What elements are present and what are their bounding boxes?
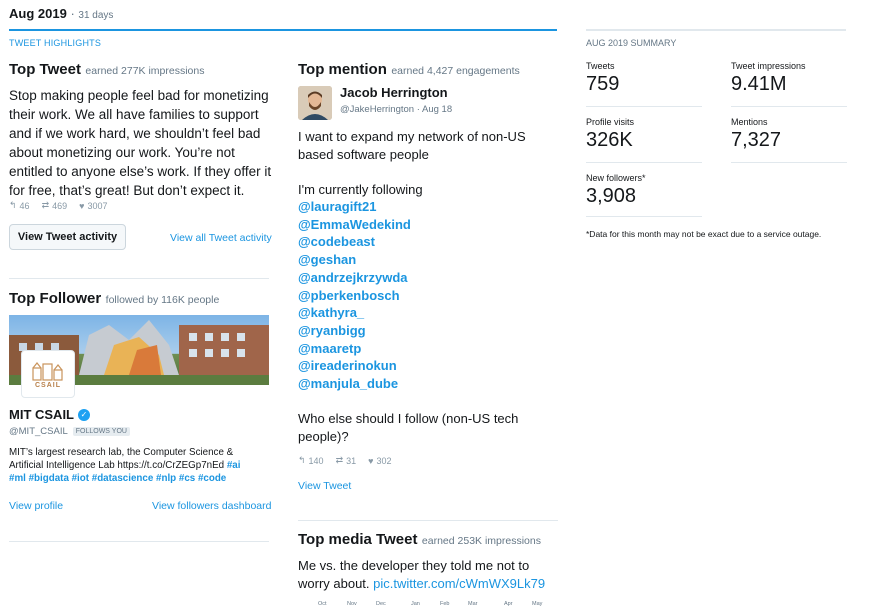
summary-label: AUG 2019 SUMMARY — [586, 38, 677, 48]
top-media-title: Top media Tweet — [298, 531, 418, 548]
top-tweet-heading — [9, 61, 204, 79]
stat-label: Tweet impressions — [731, 61, 806, 71]
stat-mentions — [731, 117, 781, 152]
axis-tick-label: Oct — [318, 601, 327, 607]
top-tweet-line: their work. We all have families to support — [9, 107, 259, 122]
top-follower-heading — [9, 290, 219, 308]
stat-value: 9.41M — [731, 73, 787, 95]
retweet-count[interactable] — [42, 200, 68, 211]
stat-value: 7,327 — [731, 129, 782, 151]
view-tweet-activity-button[interactable]: View Tweet activity — [9, 224, 126, 250]
summary-top-rule — [586, 29, 846, 31]
mention-handle-link[interactable]: @ireaderinokun — [298, 358, 397, 374]
follower-avatar[interactable] — [21, 350, 75, 398]
divider — [9, 278, 269, 279]
retweet-count-value: 469 — [52, 200, 68, 211]
stat-label: New followers* — [586, 173, 646, 183]
divider — [731, 162, 847, 163]
reply-count[interactable] — [298, 455, 324, 466]
top-media-subtitle: earned 253K impressions — [421, 535, 541, 547]
mention-line: people)? — [298, 429, 349, 444]
top-media-text — [298, 557, 568, 593]
follows-you-badge: FOLLOWS YOU — [73, 427, 130, 436]
stat-value: 759 — [586, 73, 620, 95]
mention-handle-link[interactable]: @EmmaWedekind — [298, 216, 411, 232]
mention-author-avatar[interactable] — [298, 86, 332, 120]
top-mention-heading — [298, 61, 520, 79]
follower-handle: @MIT_CSAIL — [9, 426, 68, 437]
reply-count[interactable] — [9, 200, 30, 211]
divider — [9, 541, 269, 542]
reply-icon: ↰ — [9, 200, 17, 210]
follower-name[interactable]: MIT CSAIL — [9, 407, 74, 422]
view-profile-link[interactable]: View profile — [9, 500, 64, 512]
period-header — [9, 6, 113, 21]
person-avatar-icon — [298, 86, 332, 120]
bio-hashtag[interactable]: #ai — [226, 460, 241, 471]
mention-author-handle: @JakeHerrington — [340, 104, 415, 115]
csail-logo-text: CSAIL — [35, 381, 61, 389]
mention-handle-link[interactable]: @geshan — [298, 252, 357, 268]
axis-tick-label: Feb — [440, 601, 450, 607]
mention-line: based software people — [298, 147, 429, 162]
stat-value: 3,908 — [586, 185, 637, 207]
bio-text: Artificial Intelligence Lab https://t.co/CrZEGp7nEd — [9, 460, 225, 471]
mention-handle-link[interactable]: @maaretp — [298, 340, 362, 356]
like-count-value: 3007 — [87, 200, 108, 211]
top-follower-title: Top Follower — [9, 290, 102, 307]
like-count[interactable] — [368, 456, 391, 466]
media-link[interactable]: pic.twitter.com/cWmWX9Lk79 — [373, 576, 546, 591]
mention-handle-link[interactable]: @pberkenbosch — [298, 287, 400, 303]
stat-new-followers — [586, 173, 646, 208]
top-tweet-text — [9, 86, 279, 200]
retweet-icon: ⇄ — [335, 455, 344, 465]
reply-icon: ↰ — [298, 455, 306, 465]
axis-tick-label: Nov — [347, 601, 357, 607]
bio-hashtags[interactable]: #ml #bigdata #iot #datascience #nlp #cs #code — [9, 473, 227, 484]
axis-tick-label: Jan — [411, 601, 420, 607]
divider — [586, 106, 702, 107]
media-line — [298, 575, 568, 593]
mention-following-text: I'm currently following — [298, 182, 423, 197]
axis-tick-label: Mar — [468, 601, 478, 607]
tweet-highlights-label: TWEET HIGHLIGHTS — [9, 38, 102, 48]
stat-profile-visits — [586, 117, 634, 152]
summary-note: *Data for this month may not be exact due to a service outage. — [586, 229, 822, 239]
top-mention-subtitle: earned 4,427 engagements — [391, 65, 520, 77]
period-month[interactable]: Aug 2019 — [9, 6, 67, 21]
top-tweet-line: for free, that’s great! But don’t expect it. — [9, 183, 245, 198]
media-line: Me vs. the developer they told me not to — [298, 558, 530, 573]
mention-handle-link[interactable]: @kathyra_ — [298, 305, 365, 321]
retweet-count-value: 31 — [346, 455, 357, 466]
view-followers-dashboard-link[interactable]: View followers dashboard — [152, 500, 272, 512]
stat-tweet-impressions — [731, 61, 806, 96]
heart-icon: ♥ — [368, 455, 374, 466]
media-text: worry about. — [298, 576, 370, 591]
stat-value: 326K — [586, 129, 633, 151]
mention-handles-list — [298, 198, 411, 393]
highlights-accent-rule — [9, 29, 557, 31]
mention-handle-link[interactable]: @lauragift21 — [298, 199, 377, 214]
bio-line: MIT’s largest research lab, the Computer Science & — [9, 447, 234, 458]
like-count-value: 302 — [376, 455, 392, 466]
top-tweet-line: and if we work hard, we shouldn’t feel bad — [9, 126, 261, 141]
follower-handle-row — [9, 426, 130, 437]
csail-logo-icon — [30, 360, 66, 382]
stat-label: Mentions — [731, 117, 768, 127]
axis-tick-label: Apr — [504, 601, 513, 607]
mention-question — [298, 410, 558, 446]
top-tweet-line: entitled to anyone else’s work. If they offer it — [9, 164, 272, 179]
stat-tweets — [586, 61, 619, 96]
reply-count-value: 140 — [308, 455, 324, 466]
divider — [298, 520, 558, 521]
top-mention-title: Top mention — [298, 61, 387, 78]
top-tweet-line: Stop making people feel bad for monetizing — [9, 88, 269, 103]
axis-tick-label: May — [532, 601, 543, 607]
mention-handle-link[interactable]: @andrzejkrzywda — [298, 269, 408, 285]
mention-handle-link[interactable]: @ryanbigg — [298, 322, 366, 338]
mention-date: · Aug 18 — [416, 104, 453, 115]
top-media-heading — [298, 531, 541, 549]
top-tweet-subtitle: earned 277K impressions — [85, 65, 205, 77]
mention-line: I want to expand my network of non-US — [298, 129, 526, 144]
stat-label: Tweets — [586, 61, 615, 71]
retweet-icon: ⇄ — [41, 200, 50, 210]
divider — [586, 216, 702, 217]
verified-badge-icon: ✓ — [78, 409, 90, 421]
follower-bio — [9, 446, 274, 485]
top-tweet-line: about monetizing our work. You’re not — [9, 145, 235, 160]
mention-author-meta — [340, 104, 452, 115]
mention-text — [298, 128, 558, 164]
top-tweet-stats — [9, 200, 108, 211]
divider — [731, 106, 847, 107]
mention-handle-link[interactable]: @codebeast — [298, 234, 375, 250]
period-separator: · — [70, 6, 75, 21]
like-count[interactable] — [79, 201, 107, 211]
top-follower-subtitle: followed by 116K people — [105, 294, 220, 306]
bio-line — [9, 459, 274, 472]
axis-tick-label: Dec — [376, 601, 386, 607]
follower-name-row — [9, 407, 90, 422]
mention-author-name[interactable]: Jacob Herrington — [340, 85, 448, 100]
reply-count-value: 46 — [19, 200, 30, 211]
top-mention-stats — [298, 455, 392, 466]
heart-icon: ♥ — [79, 200, 85, 211]
view-all-tweet-activity-link[interactable]: View all Tweet activity — [170, 232, 272, 244]
divider — [586, 162, 702, 163]
retweet-count[interactable] — [336, 455, 357, 466]
period-days: 31 days — [78, 10, 114, 21]
top-tweet-title: Top Tweet — [9, 61, 81, 78]
mention-handle-link[interactable]: @manjula_dube — [298, 376, 399, 392]
stat-label: Profile visits — [586, 117, 635, 127]
mention-line: Who else should I follow (non-US tech — [298, 411, 519, 426]
view-tweet-link[interactable]: View Tweet — [298, 480, 352, 492]
